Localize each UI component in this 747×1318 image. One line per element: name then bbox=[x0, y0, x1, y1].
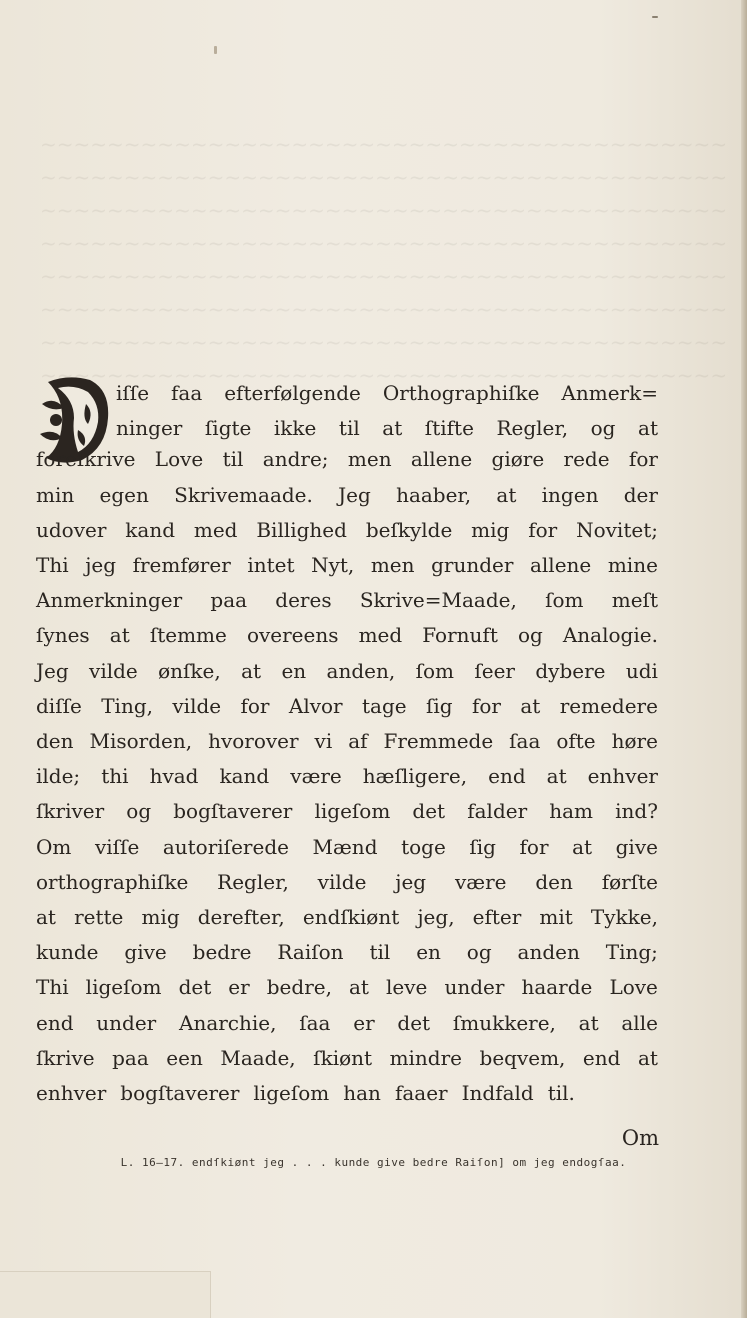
paper-speck bbox=[214, 46, 217, 54]
word: af bbox=[348, 729, 368, 753]
word: bogſtaverer bbox=[173, 799, 293, 824]
word: være bbox=[290, 764, 342, 789]
text-line bbox=[116, 376, 658, 410]
word: bedre bbox=[192, 940, 252, 965]
word: egen bbox=[99, 482, 149, 507]
text-line bbox=[36, 759, 658, 793]
word: ſtemme bbox=[149, 623, 227, 648]
word: kunde bbox=[36, 940, 99, 965]
word: ſom bbox=[415, 658, 454, 683]
word: mig bbox=[141, 905, 180, 929]
word: til bbox=[369, 940, 391, 965]
word: at bbox=[546, 764, 567, 789]
word: paa bbox=[112, 1045, 149, 1070]
word: at bbox=[638, 416, 658, 441]
word: Love bbox=[609, 975, 658, 1000]
text-line bbox=[36, 1076, 658, 1110]
word: tage bbox=[362, 693, 407, 718]
word: at bbox=[36, 905, 56, 929]
word: Billighed bbox=[256, 517, 347, 542]
word: bedre, bbox=[266, 975, 332, 1000]
word: overeens bbox=[246, 623, 339, 648]
word: min bbox=[36, 482, 75, 507]
word: for bbox=[528, 517, 558, 542]
word: ſmukkere, bbox=[452, 1010, 556, 1035]
show-through-text: ~~~~~~~~~~~~~~~~~~~~~~~~~~~~~~~~~~~~~~~~~ ~~~~~~~~~~~~~~~~~~~~~~~~~~~~~~~~~~~~~~~~~ ~~~~~~~~~~~~~~~~~~~~~~~~~~~~~~~~~~~~~~~~~ ~~~~~~~~~~~~~~~~~~~~~~~~~~~~~~~~~~~~~~~~~ ~~~~~~~~~~~~~~~~~~~~~~~~~~~~~~~~~~~~~~~~~ ~~~~~~~~~~~~~~~~~~~~~~~~~~~~~~~~~~~~~~~~~ ~~~~~~~~~~~~~~~~~~~~~~~~~~~~~~~~~~~~~~~~~ ~~~~~~~~~~~~~~~~~~~~~~~~~~~~~~~~~~~~~~~~~ bbox=[40, 132, 728, 387]
word: jeg, bbox=[417, 905, 455, 929]
text-line bbox=[36, 794, 658, 828]
word: allene bbox=[410, 447, 473, 472]
word: haarde bbox=[521, 975, 593, 1000]
word: ſkrive bbox=[36, 1045, 95, 1070]
word: hæſligere, bbox=[362, 764, 468, 789]
word: vilde bbox=[317, 869, 367, 894]
word: at bbox=[349, 975, 369, 1000]
word: Om bbox=[36, 834, 72, 859]
word: ilde; bbox=[36, 764, 81, 789]
word: at bbox=[637, 1045, 658, 1070]
text-line bbox=[36, 1006, 658, 1040]
word: Regler, bbox=[496, 416, 569, 441]
word: at bbox=[382, 416, 403, 441]
word: rede bbox=[563, 447, 610, 472]
word: enhver bbox=[587, 764, 658, 789]
word: Maade, bbox=[220, 1045, 296, 1070]
word: Fornuft bbox=[422, 623, 498, 648]
word: Raiſon bbox=[277, 940, 344, 965]
word: ofte bbox=[556, 729, 596, 753]
word: jeg bbox=[85, 553, 117, 577]
word: udi bbox=[625, 658, 658, 683]
word: jeg bbox=[395, 869, 427, 894]
text-line bbox=[36, 689, 658, 723]
word: ſaa bbox=[299, 1010, 331, 1035]
word: Thi bbox=[36, 975, 69, 1000]
word: allene bbox=[529, 553, 592, 577]
word: at bbox=[241, 658, 262, 683]
word: ſig bbox=[469, 834, 496, 859]
word: een bbox=[166, 1045, 203, 1070]
word: hvad bbox=[149, 764, 199, 789]
word: falder bbox=[467, 799, 528, 824]
word: derefter, bbox=[197, 905, 285, 929]
word: for bbox=[628, 447, 658, 472]
text-line bbox=[36, 442, 658, 476]
word: dybere bbox=[535, 658, 606, 683]
word: alle bbox=[621, 1010, 658, 1035]
word: med bbox=[358, 623, 403, 648]
word: end bbox=[582, 1045, 621, 1070]
word: den bbox=[36, 729, 74, 753]
word: Nyt, bbox=[311, 553, 355, 577]
word: udover bbox=[36, 517, 107, 542]
word: ſkiønt bbox=[313, 1045, 373, 1070]
word: Novitet; bbox=[576, 517, 658, 542]
word: ingen bbox=[541, 482, 599, 507]
word: Jeg bbox=[36, 658, 69, 683]
word: rette bbox=[74, 905, 124, 929]
word: ſkriver bbox=[36, 799, 105, 824]
word: Jeg bbox=[338, 482, 371, 507]
word: kand bbox=[219, 764, 270, 789]
word: faa bbox=[171, 381, 203, 405]
word: paa bbox=[210, 588, 248, 613]
text-line bbox=[36, 513, 658, 547]
word: beſkylde bbox=[365, 517, 453, 542]
word: det bbox=[397, 1010, 431, 1035]
word: anden bbox=[517, 940, 580, 965]
word: ligeſom bbox=[85, 975, 162, 1000]
word: autoriſerede bbox=[162, 834, 289, 859]
word: er bbox=[353, 1010, 375, 1035]
word: ſaa bbox=[509, 729, 541, 753]
word: det bbox=[178, 975, 212, 1000]
word: grunder bbox=[431, 553, 514, 577]
word: med bbox=[193, 517, 238, 542]
word: men bbox=[370, 553, 415, 577]
word: vilde bbox=[89, 658, 138, 683]
word: Anmerk= bbox=[561, 381, 658, 405]
word: beqvem, bbox=[479, 1045, 566, 1070]
word: Skrivemaade. bbox=[174, 482, 313, 507]
word: meſt bbox=[611, 588, 658, 613]
word: ikke bbox=[273, 416, 317, 441]
word: Regler, bbox=[217, 869, 289, 894]
word: Alvor bbox=[288, 693, 343, 718]
word: giøre bbox=[491, 447, 545, 472]
word: toge bbox=[401, 834, 446, 859]
word: ſom bbox=[545, 588, 584, 613]
word: ſigte bbox=[204, 416, 252, 441]
text-line bbox=[36, 1041, 658, 1075]
word: thi bbox=[101, 764, 129, 789]
word: og bbox=[466, 940, 492, 965]
word: mit bbox=[539, 905, 573, 929]
word: ſtifte bbox=[424, 416, 474, 441]
word: Mænd bbox=[312, 834, 378, 859]
word: give bbox=[124, 940, 167, 965]
word: høre bbox=[611, 729, 658, 753]
word: kand bbox=[125, 517, 176, 542]
word: ſynes bbox=[36, 623, 90, 648]
word: ninger bbox=[116, 416, 183, 441]
word: bogſtaverer bbox=[120, 1081, 240, 1105]
word: og bbox=[590, 416, 616, 441]
word: at bbox=[572, 834, 593, 859]
word: diſſe bbox=[36, 693, 82, 718]
word: Anmerkninger bbox=[36, 588, 183, 613]
word: efterfølgende bbox=[224, 381, 361, 405]
word: førſte bbox=[601, 869, 658, 894]
text-line bbox=[36, 618, 658, 652]
word: enhver bbox=[36, 1081, 107, 1105]
word: foreſkrive bbox=[36, 447, 136, 472]
text-line bbox=[36, 548, 658, 582]
word: men bbox=[347, 447, 392, 472]
word: at bbox=[520, 693, 541, 718]
word: give bbox=[615, 834, 658, 859]
page-corner-fold bbox=[0, 1271, 211, 1318]
word: for bbox=[471, 693, 501, 718]
word: mindre bbox=[389, 1045, 463, 1070]
word: til bbox=[222, 447, 244, 472]
word: leve bbox=[386, 975, 428, 1000]
text-line bbox=[36, 830, 658, 864]
word: iſſe bbox=[116, 381, 150, 405]
word: under bbox=[96, 1010, 157, 1035]
word: Thi bbox=[36, 553, 69, 577]
word: end bbox=[36, 1010, 74, 1035]
text-line bbox=[116, 411, 658, 445]
footnote: L. 16—17. endſkiønt jeg . . . kunde give bedre Raiſon] om jeg endogſaa. bbox=[120, 1156, 627, 1169]
word: haaber, bbox=[396, 482, 472, 507]
word: Indfald bbox=[461, 1081, 534, 1105]
word: orthographiſke bbox=[36, 869, 189, 894]
word: Analogie. bbox=[562, 623, 658, 648]
paper-speck bbox=[652, 16, 658, 18]
word: til. bbox=[547, 1081, 575, 1105]
word: Love bbox=[154, 447, 204, 472]
word: mig bbox=[471, 517, 510, 542]
word: Ting; bbox=[605, 940, 658, 965]
word: ſeer bbox=[474, 658, 515, 683]
word: det bbox=[412, 799, 446, 824]
word: deres bbox=[275, 588, 332, 613]
word: hvorover bbox=[208, 729, 299, 753]
word: efter bbox=[472, 905, 522, 929]
word: ham bbox=[549, 799, 594, 824]
word: ind? bbox=[615, 799, 658, 824]
text-line bbox=[36, 724, 658, 758]
word: ſig bbox=[425, 693, 453, 718]
word: endſkiønt bbox=[302, 905, 400, 929]
word: faaer bbox=[394, 1081, 448, 1105]
word: og bbox=[517, 623, 543, 648]
word: fremfører bbox=[132, 553, 231, 577]
word: den bbox=[535, 869, 573, 894]
word: Orthographiſke bbox=[382, 381, 540, 405]
word: remedere bbox=[559, 693, 658, 718]
word: han bbox=[343, 1081, 381, 1105]
word: Skrive=Maade, bbox=[359, 588, 517, 613]
word: at bbox=[109, 623, 130, 648]
word: at bbox=[496, 482, 517, 507]
word: er bbox=[228, 975, 250, 1000]
page-edge-shadow bbox=[741, 0, 747, 1318]
text-line bbox=[36, 970, 658, 1004]
word: end bbox=[488, 764, 526, 789]
word: anden, bbox=[326, 658, 396, 683]
word: og bbox=[126, 799, 152, 824]
word: for bbox=[519, 834, 549, 859]
word: Anarchie, bbox=[179, 1010, 277, 1035]
word: vi bbox=[314, 729, 333, 753]
word: ligeſom bbox=[314, 799, 391, 824]
word: Fremmede bbox=[383, 729, 494, 753]
word: mine bbox=[607, 553, 658, 577]
word: til bbox=[338, 416, 360, 441]
word: for bbox=[240, 693, 270, 718]
text-line bbox=[36, 900, 658, 934]
word: viſſe bbox=[94, 834, 140, 859]
word: Misorden, bbox=[89, 729, 193, 753]
text-line bbox=[36, 583, 658, 617]
word: en bbox=[416, 940, 441, 965]
word: en bbox=[281, 658, 307, 683]
catchword: Om bbox=[621, 1126, 659, 1150]
word: andre; bbox=[262, 447, 329, 472]
word: under bbox=[444, 975, 505, 1000]
word: Ting, bbox=[101, 693, 153, 718]
word: være bbox=[454, 869, 507, 894]
word: intet bbox=[247, 553, 295, 577]
word: at bbox=[578, 1010, 599, 1035]
word: ønſke, bbox=[158, 658, 221, 683]
word: der bbox=[623, 482, 658, 507]
word: ligeſom bbox=[253, 1081, 330, 1105]
text-line bbox=[36, 478, 658, 512]
word: Tykke, bbox=[590, 905, 658, 929]
text-line bbox=[36, 935, 658, 969]
text-line bbox=[36, 654, 658, 688]
word: vilde bbox=[172, 693, 222, 718]
text-line bbox=[36, 865, 658, 899]
